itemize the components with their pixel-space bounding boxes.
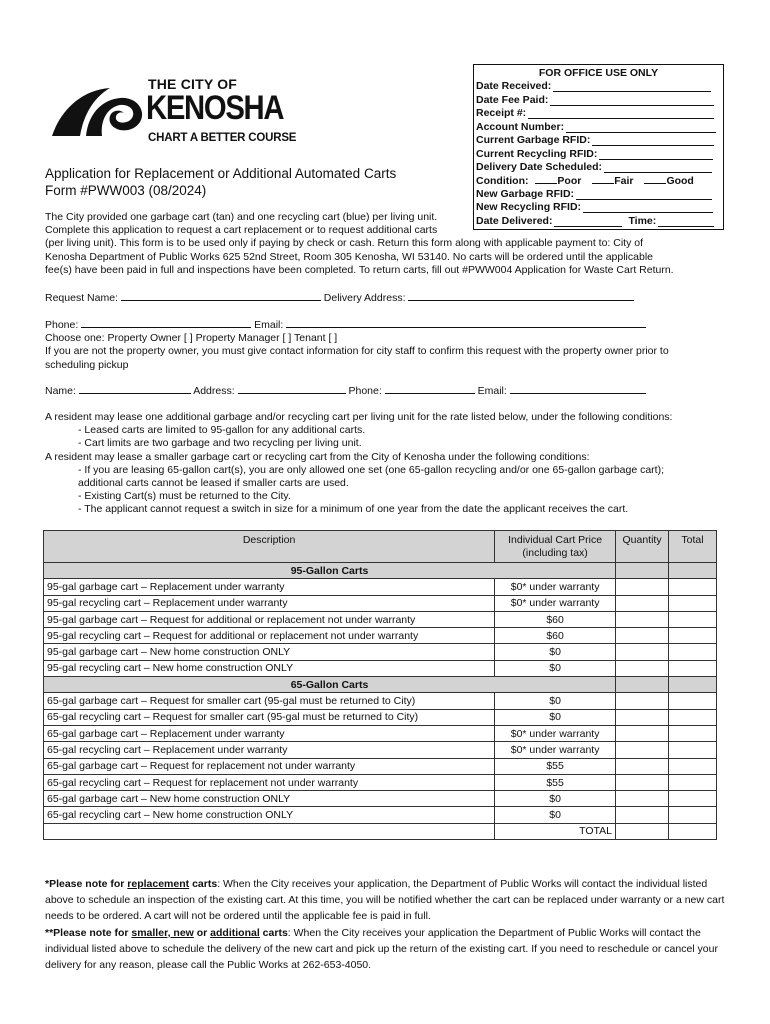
row-price: $60 [495, 628, 616, 644]
new-cart-note: **Please note for smaller, new or additional carts: When the City receives your application the Department of Public Works will contact the individual listed above to schedule the delivery of the new cart and pick up the return of the existing cart. If you need to reschedule or cancel your delivery for any reason, please call the Public Works at 262-653-4050. [45, 926, 718, 972]
header-total: Total [669, 531, 717, 563]
table-row [44, 660, 717, 676]
quantity-input[interactable] [616, 742, 669, 758]
quantity-input[interactable] [616, 644, 669, 660]
section-header [44, 677, 717, 693]
kenosha-wave-icon [50, 82, 144, 138]
quantity-input[interactable] [616, 791, 669, 807]
date-received-field[interactable]: Date Received: [476, 80, 711, 92]
condition-good[interactable]: Good [666, 175, 694, 187]
row-description: 65-gal garbage cart – Request for smaller cart (95-gal must be returned to City) [44, 693, 495, 709]
current-recycling-rfid-field[interactable]: Current Recycling RFID: [476, 148, 713, 160]
row-description: 65-gal recycling cart – Request for replacement not under warranty [44, 774, 495, 790]
row-description: 65-gal recycling cart – Request for smaller cart (95-gal must be returned to City) [44, 709, 495, 725]
contact-block: Phone: Email: Choose one: Property Owner [ ] Property Manager [ ] Tenant [ ] If you are not the property owner, you must give contact information for city staff to confirm this request with the property owner prior to scheduling pickup [45, 319, 669, 371]
owner-address-input[interactable] [238, 384, 346, 394]
account-number-field[interactable]: Account Number: [476, 121, 716, 133]
row-description: 95-gal garbage cart – Replacement under warranty [44, 579, 495, 595]
new-recycling-rfid-field[interactable]: New Recycling RFID: [476, 201, 713, 213]
table-row [44, 595, 717, 611]
form-number: Form #PWW003 (08/2024) [45, 183, 207, 198]
quantity-input[interactable] [616, 725, 669, 741]
table-row [44, 611, 717, 627]
row-description: 65-gal garbage cart – Replacement under warranty [44, 725, 495, 741]
total-input[interactable] [669, 660, 717, 676]
section-title: 65-Gallon Carts [44, 677, 616, 693]
total-input[interactable] [669, 693, 717, 709]
office-title: FOR OFFICE USE ONLY [538, 67, 659, 79]
office-use-box [473, 64, 724, 230]
row-price: $0 [495, 807, 616, 823]
table-row [44, 709, 717, 725]
condition-field[interactable]: Condition: Poor Fair Good [476, 175, 694, 187]
row-description: 65-gal garbage cart – New home construction ONLY [44, 791, 495, 807]
table-row [44, 628, 717, 644]
total-cell[interactable] [669, 677, 717, 693]
lease-conditions: A resident may lease one additional garbage and/or recycling cart per living unit for the rate listed below, under the following conditions: - Leased carts are limited to 95-gallon for any additional carts. - Cart limits are two garbage and two recycling per living unit. A resident may lease a smaller garbage cart or recycling cart from the City of Kenosha under the following conditions: - If you are leasing 65-gallon cart(s), you are only allowed one set (one 65-gallon recycling and/or one 65-gallon garbage cart); additional carts cannot be leased if smaller carts are used. - Existing Cart(s) must be returned to the City. - The applicant cannot request a switch in size for a minimum of one year from the date the applicant receives the cart. [45, 411, 673, 516]
delivery-address-input[interactable] [408, 291, 634, 301]
total-input[interactable] [669, 644, 717, 660]
grand-total-cell[interactable] [669, 823, 717, 839]
quantity-input[interactable] [616, 660, 669, 676]
date-fee-paid-field[interactable]: Date Fee Paid: [476, 94, 714, 106]
quantity-input[interactable] [616, 693, 669, 709]
total-input[interactable] [669, 725, 717, 741]
total-cell[interactable] [669, 563, 717, 579]
total-input[interactable] [669, 774, 717, 790]
logo-kenosha: KENOSHA [146, 89, 284, 127]
table-row [44, 644, 717, 660]
city-logo [50, 74, 300, 146]
row-price: $60 [495, 611, 616, 627]
row-price: $55 [495, 774, 616, 790]
delivery-date-scheduled-field[interactable]: Delivery Date Scheduled: [476, 161, 712, 173]
row-description: 65-gal recycling cart – New home construction ONLY [44, 807, 495, 823]
table-row [44, 758, 717, 774]
logo-tagline: CHART A BETTER COURSE [148, 132, 297, 144]
cart-price-table [43, 530, 717, 840]
header-quantity: Quantity [616, 531, 669, 563]
row-price: $0 [495, 709, 616, 725]
quantity-input[interactable] [616, 709, 669, 725]
total-input[interactable] [669, 611, 717, 627]
notes [45, 876, 725, 973]
quantity-cell[interactable] [616, 563, 669, 579]
row-price: $0* under warranty [495, 725, 616, 741]
section-header [44, 563, 717, 579]
receipt-field[interactable]: Receipt #: [476, 107, 714, 119]
section-title: 95-Gallon Carts [44, 563, 616, 579]
row-price: $0* under warranty [495, 579, 616, 595]
total-row [44, 823, 717, 839]
quantity-input[interactable] [616, 611, 669, 627]
replacement-note: *Please note for replacement carts: When the City receives your application, the Department of Public Works will contact the individual listed above to schedule an inspection of the existing cart. At this time, you will be notified whether the cart can be replaced under warranty or a new cart needs to be ordered. A cart will not be ordered until the applicable fee is paid in full. [45, 878, 725, 923]
condition-fair[interactable]: Fair [614, 175, 634, 187]
quantity-cell[interactable] [616, 677, 669, 693]
row-price: $0* under warranty [495, 742, 616, 758]
row-price: $0* under warranty [495, 595, 616, 611]
total-input[interactable] [669, 709, 717, 725]
total-input[interactable] [669, 579, 717, 595]
logo-city-of: THE CITY OF [148, 76, 238, 92]
total-input[interactable] [669, 791, 717, 807]
table-row [44, 725, 717, 741]
quantity-input[interactable] [616, 758, 669, 774]
table-row [44, 774, 717, 790]
total-input[interactable] [669, 628, 717, 644]
row-description: 95-gal garbage cart – Request for additional or replacement not under warranty [44, 611, 495, 627]
owner-email-input[interactable] [510, 384, 646, 394]
form-title-line1: Application for Replacement or Additional Automated Carts [45, 166, 397, 181]
form-title [45, 165, 396, 199]
quantity-input[interactable] [616, 579, 669, 595]
total-input[interactable] [669, 807, 717, 823]
total-label: TOTAL [495, 823, 616, 839]
phone-input[interactable] [81, 318, 251, 328]
table-row [44, 791, 717, 807]
owner-name-input[interactable] [79, 384, 191, 394]
request-name-input[interactable] [121, 291, 321, 301]
table-row [44, 579, 717, 595]
row-price: $0 [495, 791, 616, 807]
ownership-choice[interactable]: Choose one: Property Owner [ ] Property Manager [ ] Tenant [ ] [45, 332, 338, 345]
quantity-input[interactable] [616, 774, 669, 790]
intro-text: The City provided one garbage cart (tan) and one recycling cart (blue) per living unit. Complete this application to request a cart replacement or to request additional carts (per living unit). This form is to be used only if paying by check or cash. Return this form along with applicable payment to: City of Kenosha Department of Public Works 625 52nd Street, Room 305 Kenosha, WI 53140. No carts will be ordered until the applicable fee(s) have been paid in full and inspections have been completed. To return carts, fill out #PWW004 Application for Waste Cart Return. [45, 211, 674, 276]
table-row [44, 807, 717, 823]
header-description: Description [44, 531, 495, 563]
row-description: 95-gal recycling cart – Replacement under warranty [44, 595, 495, 611]
email-input[interactable] [286, 318, 646, 328]
quantity-input[interactable] [616, 628, 669, 644]
header-price: Individual Cart Price (including tax) [495, 531, 616, 563]
row-description: 95-gal garbage cart – New home construction ONLY [44, 644, 495, 660]
row-price: $55 [495, 758, 616, 774]
current-garbage-rfid-field[interactable]: Current Garbage RFID: [476, 134, 714, 146]
row-description: 65-gal garbage cart – Request for replacement not under warranty [44, 758, 495, 774]
quantity-input[interactable] [616, 807, 669, 823]
row-price: $0 [495, 660, 616, 676]
date-delivered-field[interactable]: Date Delivered: Time: [476, 215, 714, 227]
owner-phone-input[interactable] [385, 384, 475, 394]
row-description: 65-gal recycling cart – Replacement under warranty [44, 742, 495, 758]
row-description: 95-gal recycling cart – New home construction ONLY [44, 660, 495, 676]
quantity-input[interactable] [616, 595, 669, 611]
table-row [44, 742, 717, 758]
row-description: 95-gal recycling cart – Request for additional or replacement not under warranty [44, 628, 495, 644]
total-input[interactable] [669, 742, 717, 758]
row-price: $0 [495, 693, 616, 709]
request-name-row: Request Name: Delivery Address: [45, 291, 634, 305]
condition-poor[interactable]: Poor [557, 175, 582, 187]
row-price: $0 [495, 644, 616, 660]
new-garbage-rfid-field[interactable]: New Garbage RFID: [476, 188, 712, 200]
owner-contact-row: Name: Address: Phone: Email: [45, 384, 646, 398]
total-input[interactable] [669, 758, 717, 774]
total-input[interactable] [669, 595, 717, 611]
table-row [44, 693, 717, 709]
total-quantity-cell[interactable] [616, 823, 669, 839]
